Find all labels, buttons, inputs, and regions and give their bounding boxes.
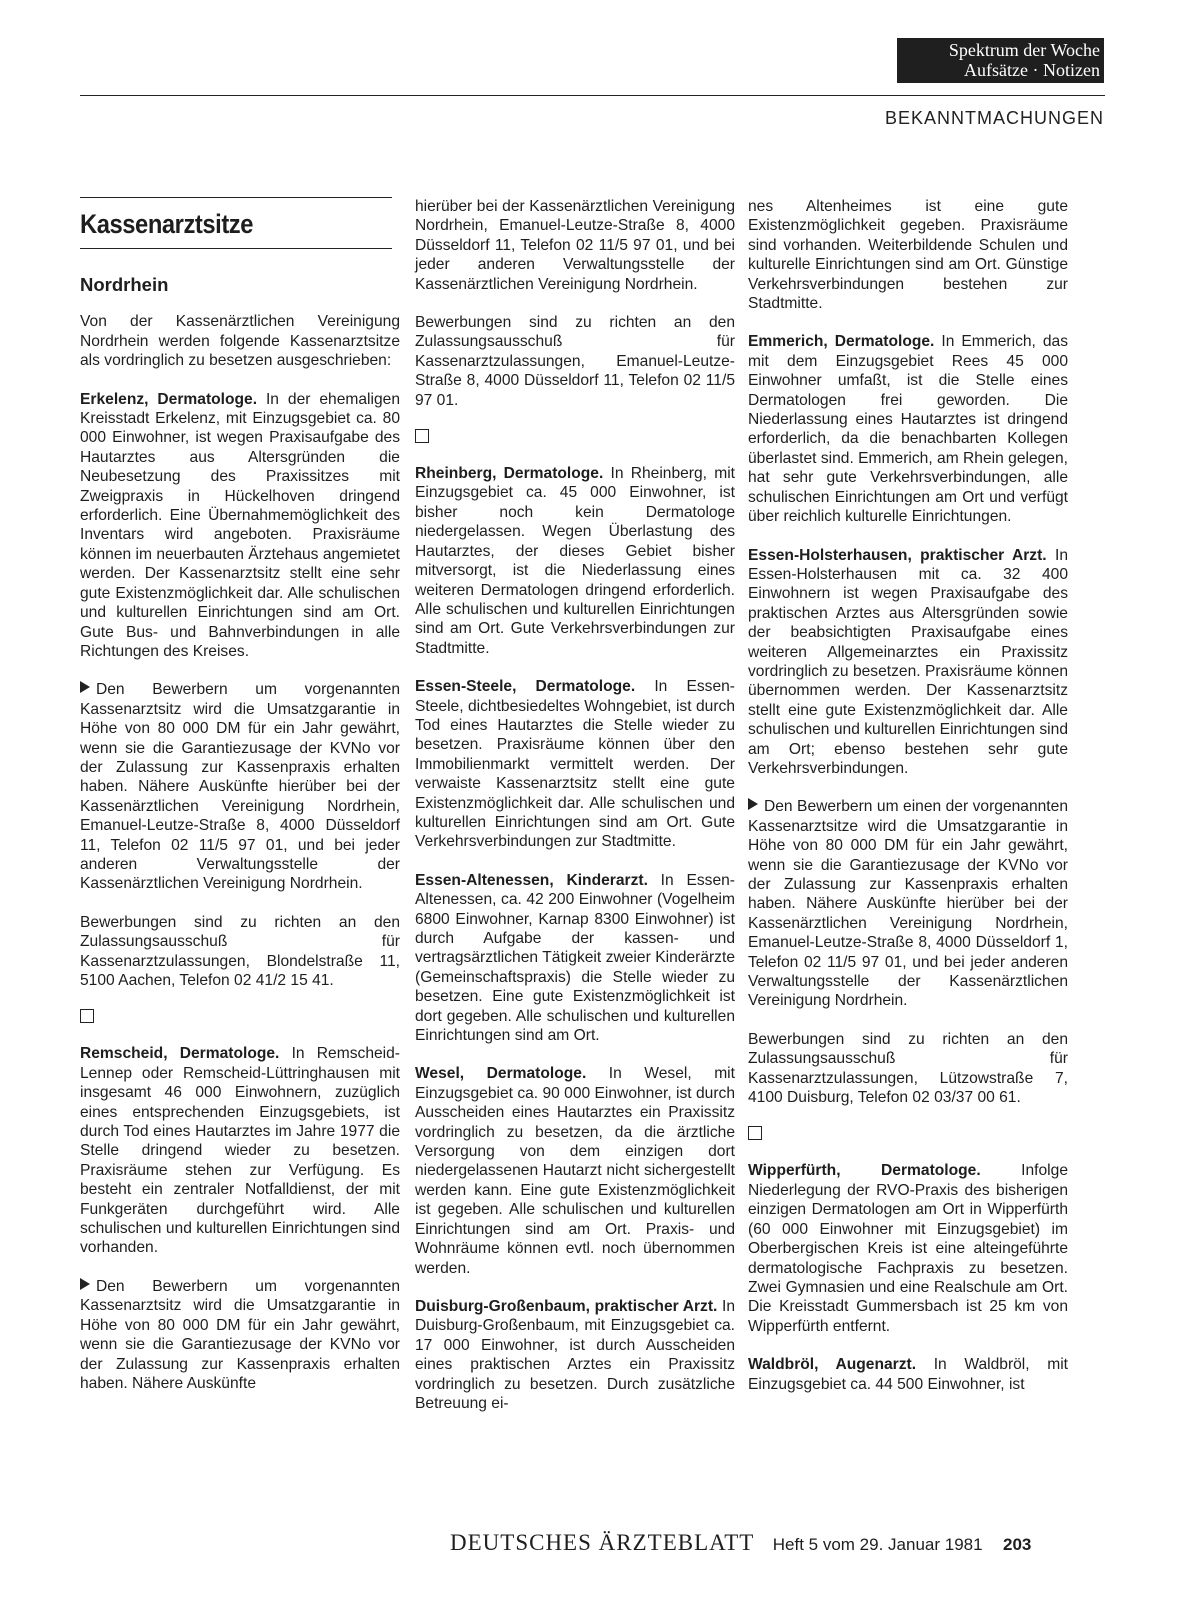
- application-paragraph: Bewerbungen sind zu richten an den Zulassungsausschuß für Kassenarztzulassungen, Blondelstraße 11, 5100 Aachen, Telefon 02 41/2 15 41.: [80, 913, 400, 989]
- notice-essen-holsterhausen: [748, 546, 1068, 779]
- notice-body: In Remscheid-Lennep oder Remscheid-Lüttringhausen mit insgesamt 46 000 Einwohnern, zuzüglich eines entsprechenden Einzugsgebiets, ist durch Tod eines Hautarztes im Jahre 1977 die Stelle dringend wieder zu besetzen. Praxisräume stehen zur Verfügung. Es besteht ein zentraler Notfalldienst, der mit Funkgeräten durchgeführt wird. Alle schulischen und kulturellen Einrichtungen sind vorhanden.: [80, 1045, 400, 1257]
- arrow-right-icon: [748, 798, 758, 810]
- notice-body: In Wesel, mit Einzugsgebiet ca. 90 000 Einwohner, ist durch Ausscheiden eines Hautarztes ein Praxissitz vordringlich zu besetzen, da die ärztliche Versorgung von dem einzigen dort niedergelassenen Hautarzt nicht sichergestellt werden kann. Eine gute Existenzmöglichkeit ist gegeben. Alle schulischen und kulturellen Einrichtungen sind am Ort. Praxis- und Wohnräume können evtl. noch übernommen werden.: [415, 1065, 735, 1277]
- separator-box-icon: [415, 429, 429, 443]
- notice-heading: Duisburg-Großenbaum, praktischer Arzt.: [415, 1297, 718, 1315]
- notice-emmerich: [748, 332, 1068, 526]
- application-paragraph: Bewerbungen sind zu richten an den Zulassungsausschuß für Kassenarztzulassungen, Emanuel-Leutze-Straße 8, 4000 Düsseldorf 11, Telefon 02 11/5 97 01.: [415, 314, 735, 409]
- notice-body: In Waldbröl, mit Einzugsgebiet ca. 44 500 Einwohner, ist: [748, 1356, 1069, 1393]
- notice-heading: Waldbröl, Augenarzt.: [748, 1356, 917, 1374]
- journal-name: DEUTSCHES ÄRZTEBLATT: [450, 1530, 755, 1555]
- application-paragraph: Bewerbungen sind zu richten an den Zulassungsausschuß für Kassenarztzulassungen, Lützowstraße 7, 4100 Duisburg, Telefon 02 03/37 00 61.: [748, 1030, 1068, 1107]
- title-rule-top: [80, 197, 392, 198]
- section-badge: [897, 38, 1104, 83]
- notice-heading: Erkelenz, Dermatologe.: [80, 390, 258, 408]
- column-2: [415, 197, 735, 1432]
- notice-body: In Essen-Altenessen, ca. 42 200 Einwohner (Vogelheim 6800 Einwohner, Karnap 8300 Einwohner) ist durch Aufgabe der kassen- und vertragsärztlichen Tätigkeit zweier Kinderärzte (Gemeinschaftspraxis) die Stelle wieder zu besetzen. Eine gute Existenzmöglichkeit ist dort gegeben. Alle schulischen und kulturellen Einrichtungen sind am Ort.: [415, 871, 736, 1045]
- separator-box-icon: [80, 1009, 94, 1023]
- section-badge-line1: Spektrum der Woche: [948, 40, 1100, 60]
- page-footer: [450, 1530, 1031, 1556]
- header-rule: [80, 95, 1105, 96]
- notice-heading: Remscheid, Dermatologe.: [80, 1045, 280, 1063]
- guarantee-paragraph: [748, 797, 1068, 1010]
- notice-essen-altenessen: [415, 871, 735, 1046]
- notice-body: In Rheinberg, mit Einzugsgebiet ca. 45 000 Einwohner, ist bisher noch kein Dermatologe niedergelassen. Wegen Überlastung des Hautarztes, der dieses Gebiet bisher mitversorgt, ist die Niederlassung eines weiteren Dermatologen dringend erforderlich. Alle schulischen und kulturellen Einrichtungen sind am Ort. Gute Verkehrsverbindungen zur Stadtmitte.: [415, 465, 735, 657]
- notice-wesel: [415, 1064, 735, 1277]
- notice-heading: Rheinberg, Dermatologe.: [415, 465, 604, 483]
- guarantee-paragraph: [80, 1277, 400, 1393]
- intro-paragraph: Von der Kassenärztlichen Vereinigung Nordrhein werden folgende Kassenarztsitze als vordringlich zu besetzen ausgeschrieben:: [80, 313, 400, 370]
- issue-info: Heft 5 vom 29. Januar 1981: [772, 1535, 983, 1554]
- notice-heading: Wesel, Dermatologe.: [415, 1065, 587, 1083]
- continuation-paragraph: nes Altenheimes ist eine gute Existenzmöglichkeit gegeben. Praxisräume sind vorhanden. Weiterbildende Schulen und kulturelle Einrichtungen sind am Ort. Günstige Verkehrsverbindungen bestehen zur Stadtmitte.: [748, 198, 1068, 313]
- separator-box-icon: [748, 1126, 762, 1140]
- notice-body: In Duisburg-Großenbaum, mit Einzugsgebiet ca. 17 000 Einwohner, ist durch Ausscheiden eines praktischen Arztes ein Praxissitz vordringlich zu besetzen. Durch zusätzliche Betreuung ei-: [415, 1297, 735, 1412]
- notice-duisburg: [415, 1297, 735, 1413]
- notice-heading: Essen-Steele, Dermatologe.: [415, 678, 636, 696]
- notice-body: In Emmerich, das mit dem Einzugsgebiet Rees 45 000 Einwohner umfaßt, ist die Stelle eines Dermatologen frei geworden. Die Niederlassung eines Hautarztes ist dringend erforderlich, da die benachbarten Kollegen überlastet sind. Emmerich, am Rhein gelegen, hat sehr gute Verkehrsverbindungen, alle schulischen Einrichtungen am Ort und verfügt über reichlich kulturelle Einrichtungen.: [748, 333, 1068, 526]
- section-badge-line2: Aufsätze · Notizen: [964, 60, 1100, 80]
- rubric-label: BEKANNTMACHUNGEN: [884, 108, 1104, 128]
- notice-heading: Essen-Altenessen, Kinderarzt.: [415, 871, 648, 889]
- arrow-right-icon: [80, 1278, 90, 1290]
- notice-heading: Wipperfürth, Dermatologe.: [748, 1162, 981, 1180]
- guarantee-paragraph: [80, 680, 400, 893]
- guarantee-text: Den Bewerbern um vorgenannten Kassenarztsitz wird die Umsatzgarantie in Höhe von 80 000 DM für ein Jahr gewährt, wenn sie die Garantiezusage der KVNo vor der Zulassung zur Kassenpraxis erhalten haben. Nähere Auskünfte: [80, 1277, 400, 1392]
- notice-body: Infolge Niederlegung der RVO-Praxis des bisherigen einzigen Dermatologen am Ort in Wipperfürth (60 000 Einwohner mit Einzugsgebiet) im Oberbergischen Kreis ist eine alteingeführte dermatologische Fachpraxis zu besetzen. Zwei Gymnasien und eine Realschule am Ort. Die Kreisstadt Gummersbach ist 25 km von Wipperfürth entfernt.: [748, 1162, 1068, 1335]
- notice-body: In Essen-Steele, dichtbesiedeltes Wohngebiet, ist durch Tod eines Hautarztes die Stelle wieder zu besetzen. Praxisräume können über den Immobilienmarkt vermittelt werden. Der verwaiste Kassenarztsitz stellt eine gute Existenzmöglichkeit dar. Alle schulischen und kulturellen Einrichtungen sind am Ort. Gute Verkehrsverbindungen zur Stadtmitte.: [415, 678, 735, 851]
- arrow-right-icon: [80, 681, 90, 693]
- continuation-paragraph: hierüber bei der Kassenärztlichen Vereinigung Nordrhein, Emanuel-Leutze-Straße 8, 4000 Düsseldorf 11, Telefon 02 11/5 97 01, und bei jeder anderen Verwaltungsstelle der Kassenärztlichen Vereinigung Nordrhein.: [415, 198, 735, 293]
- article-title: Kassenarztsitze: [80, 209, 254, 239]
- guarantee-text: Den Bewerbern um vorgenannten Kassenarztsitz wird die Umsatzgarantie in Höhe von 80 000 DM für ein Jahr gewährt, wenn sie die Garantiezusage der KVNo vor der Zulassung zur Kassenpraxis erhalten haben. Nähere Auskünfte hierüber bei der Kassenärztlichen Vereinigung Nordrhein, Emanuel-Leutze-Straße 8, 4000 Düsseldorf 11, Telefon 02 11/5 97 01, und bei jeder anderen Verwaltungsstelle der Kassenärztlichen Vereinigung Nordrhein.: [80, 681, 400, 893]
- notice-essen-steele: [415, 677, 735, 852]
- column-1: [80, 197, 400, 1412]
- notice-rheinberg: [415, 464, 735, 658]
- region-heading: Nordrhein: [80, 274, 169, 295]
- notice-body: In Essen-Holsterhausen mit ca. 32 400 Einwohnern ist wegen Praxisaufgabe des praktischen Arztes aus Altersgründen sowie der beabsichtigten Praxisaufgabe eines weiteren Allgemeinarztes ein Praxissitz vordringlich zu besetzen. Praxisräume können übernommen werden. Der Kassenarztsitz stellt eine gute Existenzmöglichkeit dar. Alle schulischen und kulturellen Einrichtungen sind am Ort; ebenso bestehen sehr gute Verkehrsverbindungen.: [748, 546, 1068, 777]
- notice-erkelenz: [80, 390, 400, 662]
- notice-waldbroel: [748, 1355, 1068, 1394]
- guarantee-text: Den Bewerbern um einen der vorgenannten Kassenarztsitze wird die Umsatzgarantie in Höhe von 80 000 DM für ein Jahr gewährt, wenn sie die Garantiezusage der KVNo vor der Zulassung zur Kassenpraxis erhalten haben. Nähere Auskünfte hierüber bei der Kassenärztlichen Vereinigung Nordrhein, Emanuel-Leutze-Straße 8, 4000 Düsseldorf 1, Telefon 02 11/5 97 01, und bei jeder anderen Verwaltungsstelle der Kassenärztlichen Vereinigung Nordrhein.: [748, 798, 1068, 1010]
- page-number: 203: [1003, 1535, 1032, 1554]
- column-3: [748, 197, 1068, 1413]
- title-rule-bottom: [80, 248, 392, 249]
- notice-heading: Essen-Holsterhausen, praktischer Arzt.: [748, 546, 1047, 564]
- notice-body: In der ehemaligen Kreisstadt Erkelenz, mit Einzugsgebiet ca. 80 000 Einwohner, ist wegen Praxisaufgabe des Hautarztes aus Altersgründen die Neubesetzung des Praxissitzes mit Zweigpraxis in Hückelhoven dringend erforderlich. Eine Übernahmemöglichkeit des Inventars wird angeboten. Praxisräume können im neuerbauten Ärztehaus angemietet werden. Der Kassenarztsitz stellt eine sehr gute Existenzmöglichkeit dar. Alle schulischen und kulturellen Einrichtungen sind am Ort. Gute Bus- und Bahnverbindungen in alle Richtungen des Kreises.: [80, 390, 400, 660]
- notice-heading: Emmerich, Dermatologe.: [748, 333, 935, 351]
- notice-wipperfuerth: [748, 1161, 1068, 1336]
- notice-remscheid: [80, 1044, 400, 1257]
